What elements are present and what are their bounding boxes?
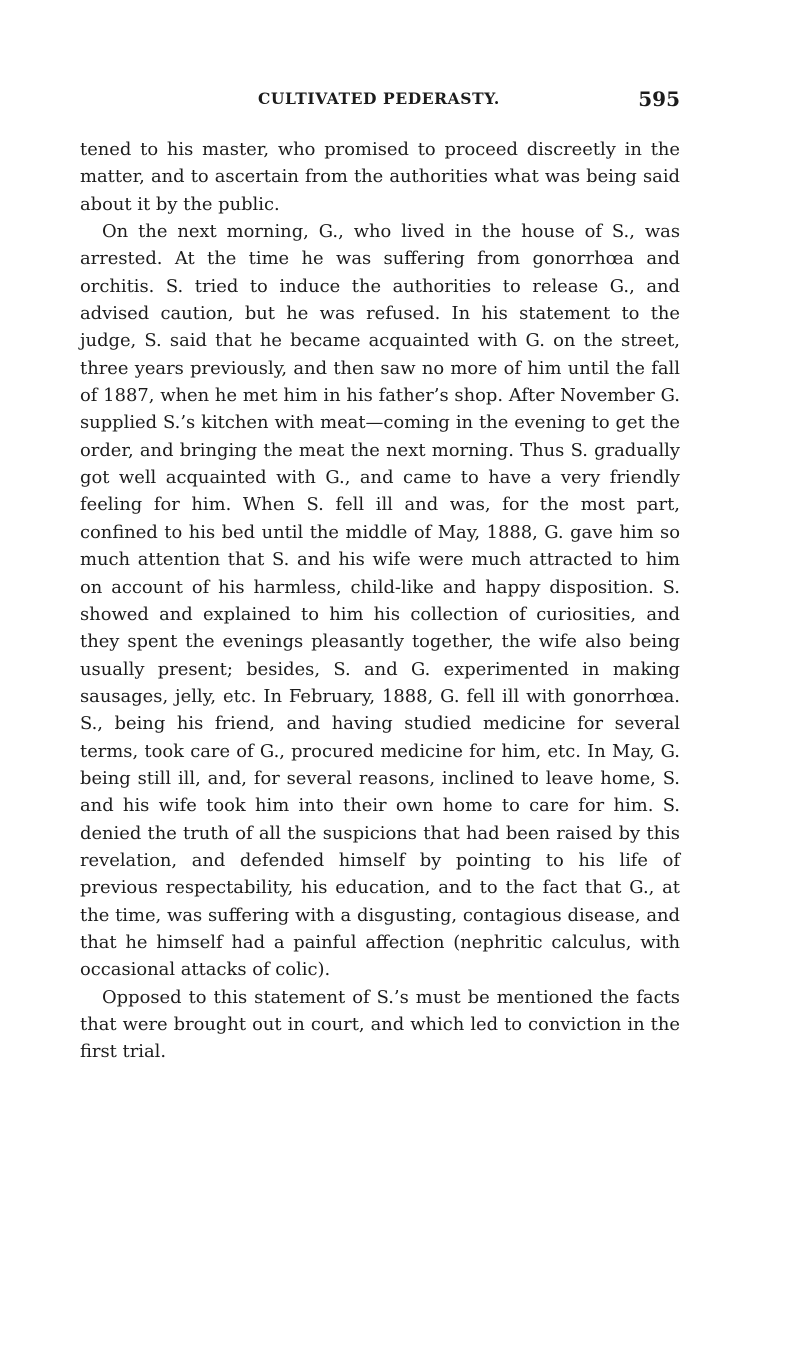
paragraph-arrest-statement: On the next morning, G., who lived in the house of S., was arrested. At the time he was suffering from gonorrhœa and orchitis. S. tried to induce the authorities to release G., and advised caution, but he was refused. In his statement to the judge, S. said that he became acquainted with G. on the street, three years previously, and then saw no more of him until the fall of 1887, when he met him in his father’s shop. After November G. supplied S.’s kitchen with meat—coming in the evening to get the order, and bringing the meat the next morning. Thus S. gradually got well acquainted with G., and came to have a very friendly feeling for him. When S. fell ill and was, for the most part, confined to his bed until the middle of May, 1888, G. gave him so much attention that S. and his wife were much attracted to him on account of his harmless, child-like and happy disposition. S. showed and explained to him his collection of curiosities, and they spent the evenings pleasantly together, the wife also being usually present; besides, S. and G. experimented in making sausages, jelly, etc. In February, 1888, G. fell ill with gonorrhœa. S., being his friend, and having studied medicine for several terms, took care of G., procured medicine for him, etc. In May, G. being still ill, and, for several reasons, inclined to leave home, S. and his wife took him into their own home to care for him. S. denied the truth of all the suspicions that had been raised by this revelation, and defended himself by pointing to his life of previous respectability, his education, and to the fact that G., at the time, was suffering with a disgusting, contagious disease, and that he himself had a painful affection (nephritic calculus, with occasional attacks of colic). bbox=[80, 221, 680, 981]
paragraph-opposed: Opposed to this statement of S.’s must be mentioned the facts that were brought out in court, and which led to conviction in the first trial. bbox=[80, 986, 680, 1063]
body-text bbox=[80, 136, 680, 1066]
paragraph-continued: tened to his master, who promised to proceed discreetly in the matter, and to ascertain from the authorities what was being said about it by the public. bbox=[80, 139, 680, 215]
page-number: 595 bbox=[638, 87, 680, 111]
running-title: CULTIVATED PEDERASTY. bbox=[258, 89, 500, 108]
running-head bbox=[80, 89, 680, 119]
